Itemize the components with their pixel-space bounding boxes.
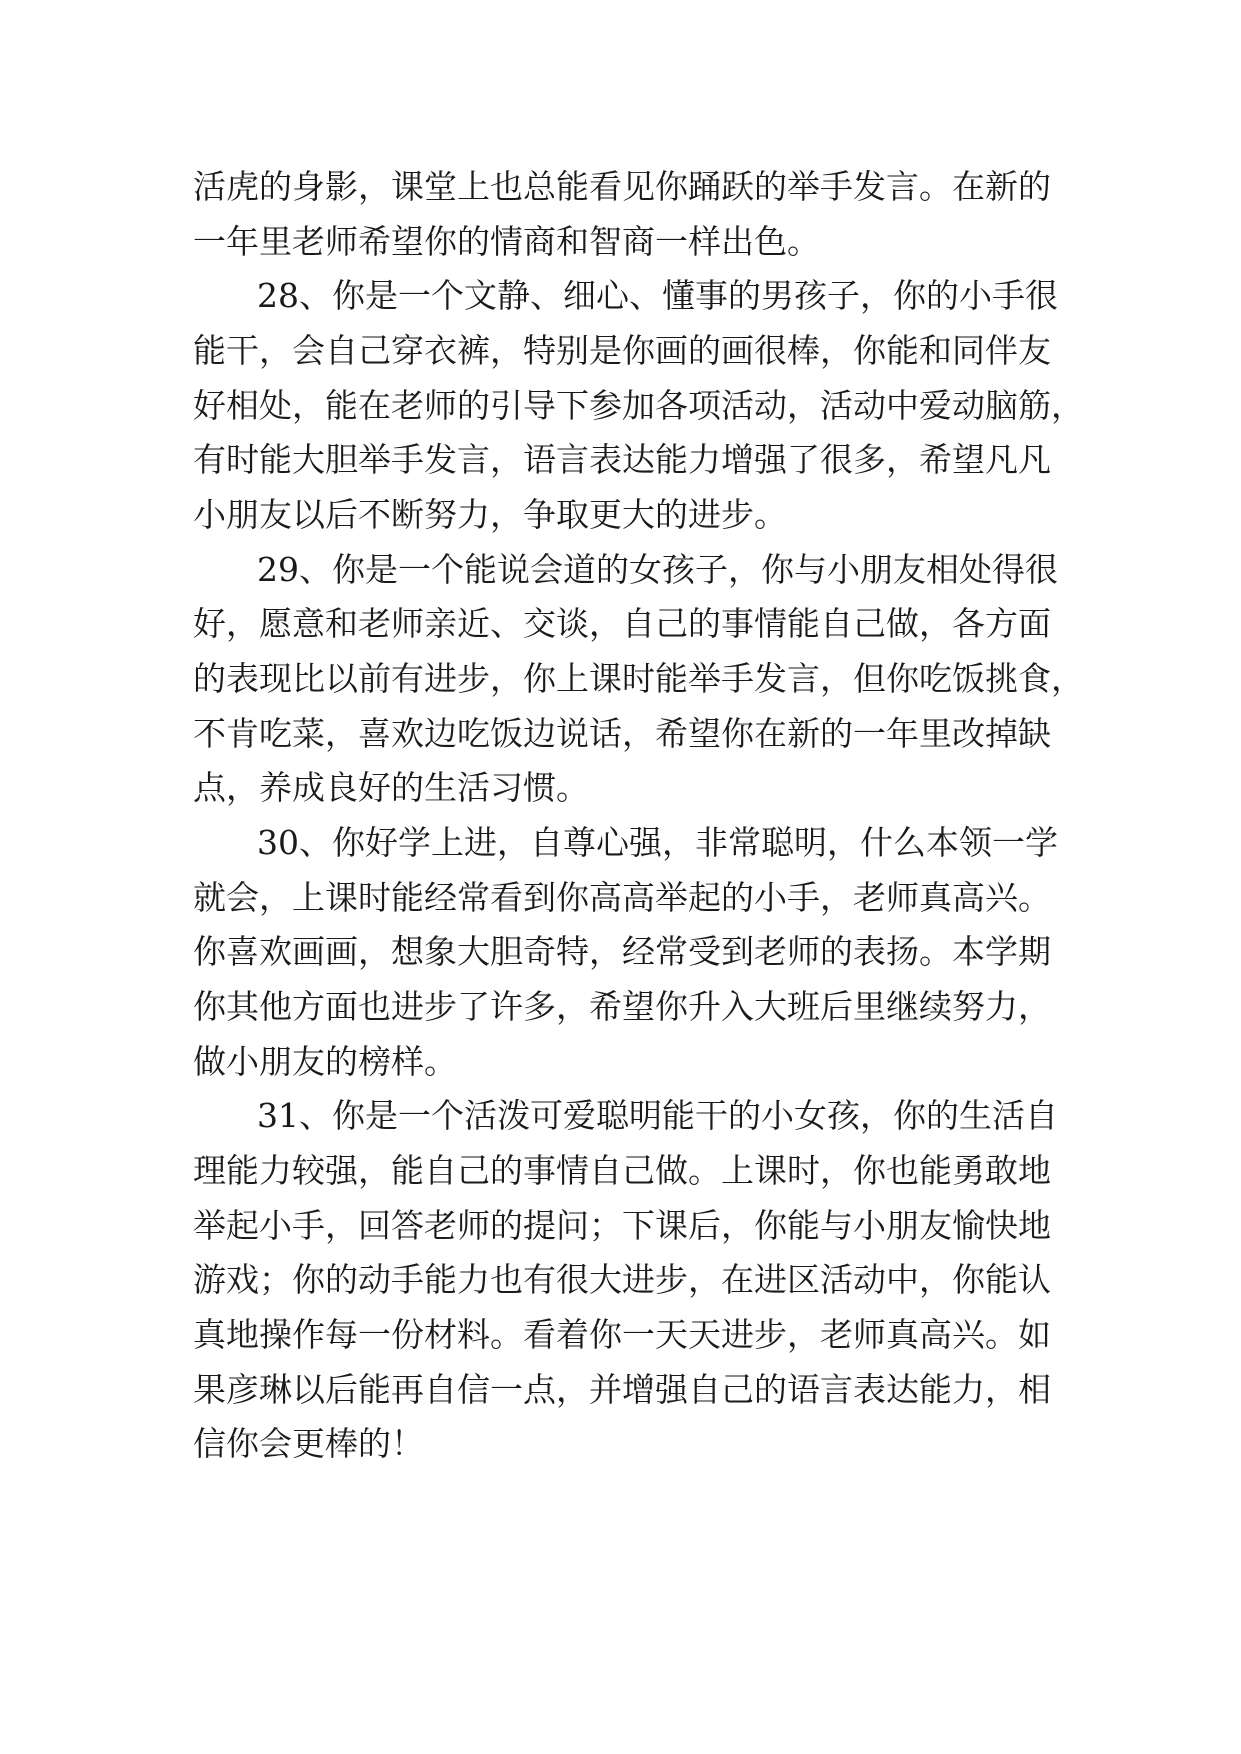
text-line: 点，养成良好的生活习惯。 xyxy=(193,768,589,807)
text-line: 就会，上课时能经常看到你高高举起的小手，老师真高兴。 xyxy=(193,878,1051,917)
text-line: 好，愿意和老师亲近、交谈，自己的事情能自己做，各方面 xyxy=(193,604,1051,643)
text-line: 好相处，能在老师的引导下参加各项活动，活动中爱动脑筋， xyxy=(193,386,1084,425)
text-line: 真地操作每一份材料。看着你一天天进步，老师真高兴。如 xyxy=(193,1315,1051,1354)
text-line: 做小朋友的榜样。 xyxy=(193,1042,457,1081)
text-line: 有时能大胆举手发言，语言表达能力增强了很多，希望凡凡 xyxy=(193,440,1051,479)
text-line: 你其他方面也进步了许多，希望你升入大班后里继续努力， xyxy=(193,987,1051,1026)
text-line: 不肯吃菜，喜欢边吃饭边说话，希望你在新的一年里改掉缺 xyxy=(193,714,1051,753)
paragraph-31-first-line: 31、你是一个活泼可爱聪明能干的小女孩，你的生活自 xyxy=(257,1096,1058,1135)
text-line: 理能力较强，能自己的事情自己做。上课时，你也能勇敢地 xyxy=(193,1151,1051,1190)
text-line: 举起小手，回答老师的提问；下课后，你能与小朋友愉快地 xyxy=(193,1206,1051,1245)
text-line: 你喜欢画画，想象大胆奇特，经常受到老师的表扬。本学期 xyxy=(193,932,1051,971)
text-line: 游戏；你的动手能力也有很大进步，在进区活动中，你能认 xyxy=(193,1260,1051,1299)
paragraph-28-first-line: 28、你是一个文静、细心、懂事的男孩子，你的小手很 xyxy=(257,276,1058,315)
text-line: 果彦琳以后能再自信一点，并增强自己的语言表达能力，相 xyxy=(193,1370,1051,1409)
paragraph-30-first-line: 30、你好学上进，自尊心强，非常聪明，什么本领一学 xyxy=(257,823,1058,862)
text-line: 的表现比以前有进步，你上课时能举手发言，但你吃饭挑食， xyxy=(193,659,1084,698)
text-line: 信你会更棒的！ xyxy=(193,1424,424,1463)
text-line: 小朋友以后不断努力，争取更大的进步。 xyxy=(193,495,787,534)
text-line: 活虎的身影，课堂上也总能看见你踊跃的举手发言。在新的 xyxy=(193,167,1051,206)
text-line: 能干，会自己穿衣裤，特别是你画的画很棒，你能和同伴友 xyxy=(193,331,1051,370)
paragraph-29-first-line: 29、你是一个能说会道的女孩子，你与小朋友相处得很 xyxy=(257,550,1058,589)
text-line: 一年里老师希望你的情商和智商一样出色。 xyxy=(193,222,820,261)
